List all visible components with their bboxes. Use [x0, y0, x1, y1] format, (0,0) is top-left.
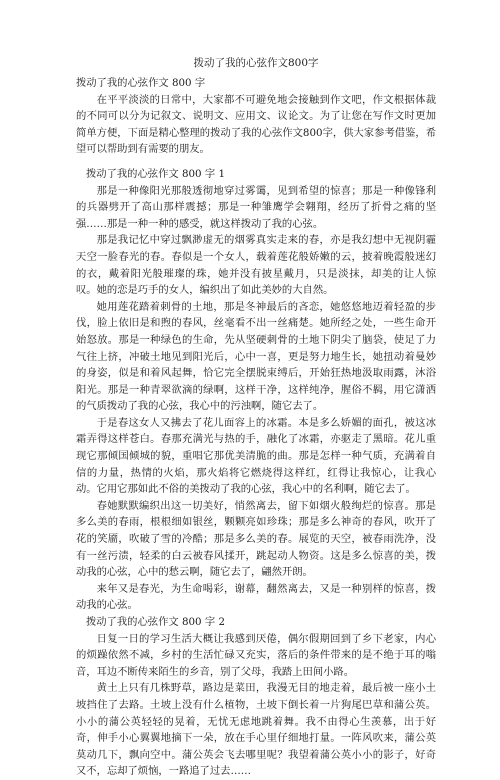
section-1-paragraph-1: 那是一种像阳光那般透彻地穿过雾霭，见到希望的惊喜；那是一种像锋利的兵器劈开了高山那样震撼；那是一种雏鹰学会翱翔，经历了折骨之痛的坚强……那是一种一种的感受，就这样拨动了我的心弦。 [76, 184, 436, 230]
section-1-paragraph-6: 来年又是春光，为生命喝彩，谢幕，翻然离去，又是一种别样的惊喜，拨动我的心弦。 [76, 582, 436, 612]
section-1-paragraph-4: 于是春这女人又拂去了花儿面容上的冰霜。本是多么娇媚的面孔，被这冰霜弄得这样苍白。春那充满光与热的手，融化了冰霜，亦驱走了黑暗。花儿重现它那倾国倾城的貌，重唱它那优美清脆的曲。那是怎样一种气质，充满着自信的力量，热情的火焰，那火焰将它燃烧得这样红，红得让我惊心，让我心动。它用它那如此不俗的美拨动了我的心弦，我心中的名利啊，随它去了。 [76, 416, 436, 496]
document-title: 拨动了我的心弦作文800字 [193, 57, 319, 69]
section-1-paragraph-3: 她用莲花踏着刺骨的土地，那是冬神最后的吝恋，她悠悠地迈着轻盈的步伐，脸上依旧是和煦的春风，丝毫看不出一丝痛楚。她所经之处，一些生命开始怒放。那是一种绿色的生命，先从坚硬刺骨的土地下阴尖了脑袋，使足了力气往上挤，冲破土地见到阳光后，心中一喜，更是努力地生长，她扭动着曼妙的身姿，似是和着风起舞，恰它完全摆脱束缚后，开始狂热地汲取雨露，沐浴阳光。那是一种青翠欲滴的绿啊，这样干净，这样纯净，腥俗不羁，用它潇洒的气质拨动了我的心弦，我心中的污浊啊，随它去了。 [76, 300, 436, 413]
section-2-paragraph-1: 日复一日的学习生活大概让我感到厌倦，偶尔假期回到了乡下老家，内心的烦躁依然不减，乡村的生活忙碌又充实，落后的条件带来的是不绝于耳的嗡音，耳边不断传来陌生的乡音，别了父母，我踏上田间小路。 [76, 632, 436, 678]
section-1-paragraph-5: 春她默默编织出这一切美好，悄然离去，留下如烟火般绚烂的惊喜。那是多么美的春雨，根根细如银丝，颗颗亮如珍珠；那是多么神奇的春风，吹开了花的笑靥，吹破了雪的冷酷；那是多么美的春。展览的天空，被春雨洗净，没有一丝污渍，轻柔的白云被春风揉开，跳起动人物资。这是多么惊喜的美，拨动我的心弦，心中的愁云啊，随它去了，翩然开朗。 [76, 499, 436, 579]
document-subtitle: 拨动了我的心弦作文 800 字 [76, 77, 206, 89]
section-2-paragraph-2: 黄土上只有几株野草，路边是菜田，我漫无目的地走着，最后被一座小土坡挡住了去路。土坡上没有什么植物，土坡下倒长着一片狗尾巴草和蒲公英。小小的蒲公英轻轻的晃着，无忧无虑地跳着舞。我不由得心生羡慕，出于好奇，伸手小心翼翼地摘下一朵，放在手心里仔细地打量。一阵风吹来，蒲公英莫动几下，飘向空中。蒲公英会飞去哪里呢？我望着蒲公英小小的影子，好奇又不，忘却了烦恼，一路追了过去…… [76, 682, 436, 778]
intro-paragraph: 在平平淡淡的日常中，大家都不可避免地会接触到作文吧，作文根据体裁的不同可以分为记叙文、说明文、应用文、议论文。为了让您在写作文时更加简单方便，下面是精心整理的拨动了我的心弦作文800字，供大家参考借鉴，希望可以帮助到有需要的朋友。 [76, 93, 436, 156]
section-2-heading: 拨动了我的心弦作文 800 字 2 [86, 616, 225, 628]
spacer [76, 158, 436, 166]
section-1-paragraph-2: 那是我记忆中穿过飘渺虚无的烟雾真实走来的春，亦是我幻想中无视阴霾天空一脸春光的春。春似是一个女人，载着莲花般娇嫩的云，披着晚霞般迷幻的衣，戴着阳光般璀璨的珠，她并没有披星戴月，只是淡抹，却美的让人惊叹。她的恋是巧手的女人，编织出了如此美妙的大自然。 [76, 234, 436, 297]
section-1-heading: 拨动了我的心弦作文 800 字 1 [86, 167, 225, 180]
